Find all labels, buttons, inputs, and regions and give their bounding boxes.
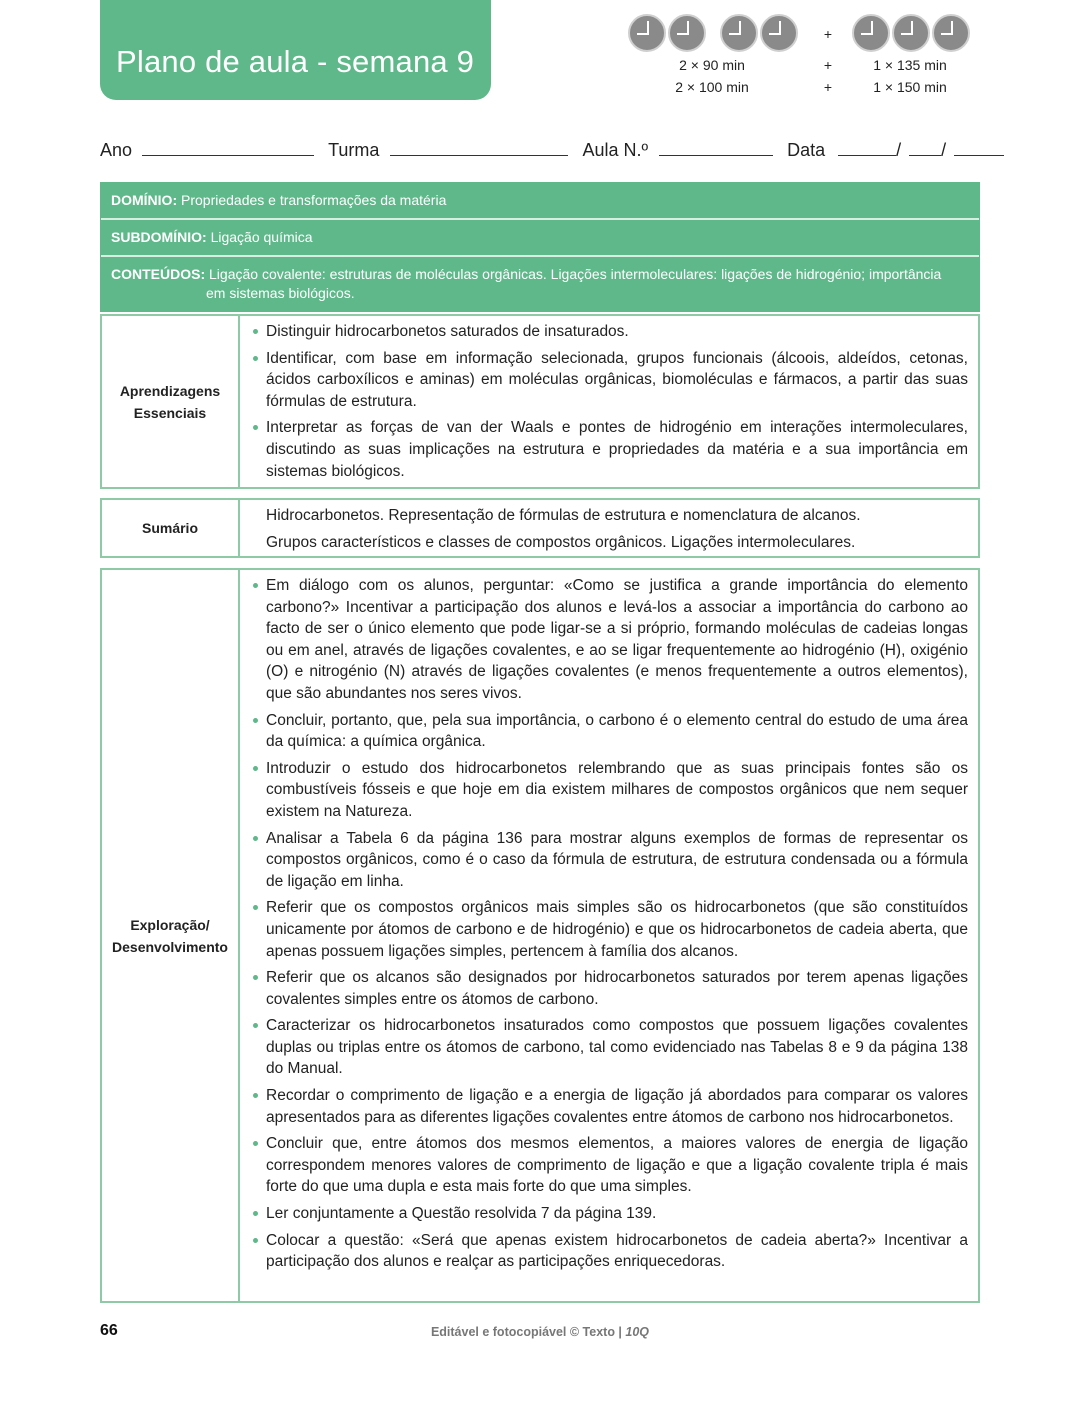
duration-option: 2 × 100 min [675,79,749,95]
aprendizagens-list [240,316,978,487]
clock-icon [932,14,970,52]
list-item: Em diálogo com os alunos, perguntar: «Como se justifica a grande importância do elemento carbono?» Incentivar a participação dos alunos e levá-los a associar a importância do carbono ao facto de ser o único elemento que pode ligar-se a si próprio, formando moléculas de cadeias longas ou em anel, através de ligações covalentes, e ao se ligar frequentemente ao hidrogénio (H), oxigénio (O) e nitrogénio (N) através de ligações covalentes (e menos frequentemente a outros elementos), que são abundantes nos seres vivos. [252,575,968,705]
exploracao-list [240,570,978,1301]
date-day-field[interactable] [838,140,896,156]
ano-label: Ano [100,140,133,160]
subdominio-label: SUBDOMÍNIO: [111,229,207,245]
clock-icon [892,14,930,52]
plus-sign: + [823,57,833,73]
subdominio-value: Ligação química [210,229,313,245]
dominio-label: DOMÍNIO: [111,192,178,208]
ano-field[interactable] [142,140,314,156]
clock-icon [628,14,666,52]
label-line: Desenvolvimento [112,938,228,955]
title-banner [100,0,491,100]
curriculum-info-box [100,182,980,312]
clock-icon [852,14,890,52]
list-item: Concluir, portanto, que, pela sua importância, o carbono é o elemento central do estudo de uma área da química: a química orgânica. [252,710,968,753]
conteudos-label: CONTEÚDOS: [111,266,206,282]
conteudos-value: Ligação covalente: estruturas de moléculas orgânicas. Ligações intermoleculares: ligações de hidrogénio; importância [209,266,942,282]
duration-option: 2 × 90 min [679,57,745,73]
dominio-row [101,183,979,220]
sumario-line: Grupos característicos e classes de compostos orgânicos. Ligações intermoleculares. [266,533,856,551]
date-separator: / [896,140,902,160]
label-line: Essenciais [133,404,207,421]
date-year-field[interactable] [954,140,1004,156]
list-item: Recordar o comprimento de ligação e a energia de ligação já abordados para comparar os valores apresentados para as diferentes ligações covalentes entre átomos de carbono nos hidrocarbonetos. [252,1085,968,1128]
subdominio-row [101,220,979,257]
list-item: Colocar a questão: «Será que apenas existem hidrocarbonetos de cadeia aberta?» Incentivar a participação dos alunos e realçar as participações enriquecedoras. [252,1230,968,1273]
aprendizagens-section [100,314,980,489]
exploracao-label [102,570,240,1301]
label-line: Exploração/ [130,916,210,933]
turma-label: Turma [328,140,380,160]
plus-sign: + [823,79,833,95]
clock-icon [760,14,798,52]
clock-icon [720,14,758,52]
footer-book: 10Q [625,1325,650,1339]
list-item: Concluir que, entre átomos dos mesmos elementos, a maiores valores de energia de ligação correspondem menores valores de comprimento de ligação e que a ligação covalente tripla é mais forte do que uma dupla e esta mais forte do que uma simples. [252,1133,968,1198]
list-item: Referir que os compostos orgânicos mais simples são os hidrocarbonetos (que são constituídos unicamente por átomos de carbono e de hidrogénio) e que os hidrocarbonetos de cadeia aberta, que apenas possuem ligações simples, pertencem à família dos alcanos. [252,897,968,962]
list-item: Referir que os alcanos são designados por hidrocarbonetos saturados por terem apenas ligações covalentes simples entre os átomos de carbono. [252,967,968,1010]
class-info-form [100,140,980,161]
aula-field[interactable] [659,140,773,156]
page-number: 66 [100,1322,118,1339]
page-title: Plano de aula - semana 9 [116,44,475,79]
list-item: Introduzir o estudo dos hidrocarbonetos relembrando que as suas principais fontes são os combustíveis fósseis e que hoje em dia existem milhares de compostos orgânicos que nem sequer existem na Natureza. [252,758,968,823]
date-separator: / [941,140,947,160]
date-month-field[interactable] [909,140,941,156]
list-item: Distinguir hidrocarbonetos saturados de insaturados. [252,321,968,343]
aprendizagens-label [102,316,240,487]
turma-field[interactable] [390,140,568,156]
sumario-line: Hidrocarbonetos. Representação de fórmulas de estrutura e nomenclatura de alcanos. [266,507,861,524]
sumario-label: Sumário [102,500,240,556]
conteudos-value-cont: em sistemas biológicos. [206,285,355,301]
conteudos-row [101,257,979,311]
plus-sign: + [823,26,833,42]
list-item: Analisar a Tabela 6 da página 136 para mostrar alguns exemplos de formas de representar os compostos orgânicos, como é o caso da fórmula de estrutura, de estrutura condensada ou a fórmula de ligação em linha. [252,828,968,893]
aula-label: Aula N.º [582,140,649,160]
duration-option: 1 × 135 min [873,57,947,73]
label-line: Aprendizagens [119,382,221,399]
sumario-section [100,498,980,558]
clock-icon [668,14,706,52]
list-item: Caracterizar os hidrocarbonetos insaturados como compostos que possuem ligações covalentes duplas ou triplas entre os átomos de carbono, tal como evidenciado nas Tabelas 8 e 9 da página 138 do Manual. [252,1015,968,1080]
exploracao-section [100,568,980,1303]
data-label: Data [787,140,826,160]
dominio-value: Propriedades e transformações da matéria [181,192,447,208]
footer-copyright [0,1325,1080,1339]
duration-option: 1 × 150 min [873,79,947,95]
list-item: Ler conjuntamente a Questão resolvida 7 da página 139. [252,1203,968,1225]
list-item: Identificar, com base em informação selecionada, grupos funcionais (álcoois, aldeídos, cetonas, ácidos carboxílicos e aminas) em moléculas orgânicas, biomoléculas e fármacos, a partir das suas fórmulas de estrutura. [252,348,968,413]
footer-text: Editável e fotocopiável © Texto | [430,1325,626,1339]
sumario-content [240,500,978,556]
list-item: Interpretar as forças de van der Waals e pontes de hidrogénio em interações intermoleculares, discutindo as suas implicações na estrutura e propriedades da matéria e a sua importância em sistemas biológicos. [252,417,968,482]
